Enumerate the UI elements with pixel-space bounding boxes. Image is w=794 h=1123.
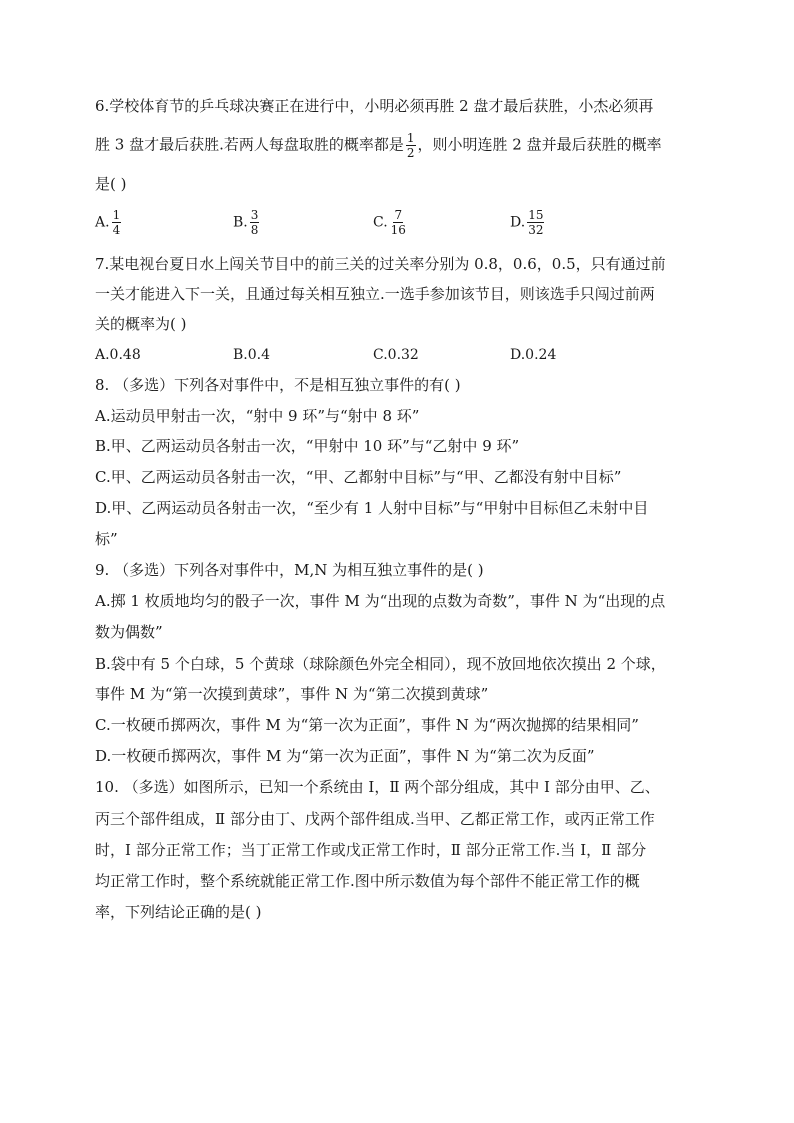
fraction-numerator: 7 xyxy=(394,208,403,222)
fraction-numerator: 15 xyxy=(528,208,544,222)
fraction-denominator: 16 xyxy=(390,223,406,237)
q6-line-3: 是( ) xyxy=(95,175,127,193)
q6-line-2 xyxy=(95,131,662,160)
fraction-denominator: 32 xyxy=(528,223,544,237)
q8-option-d-line-1[interactable]: D.甲、乙两运动员各射击一次，“至少有 1 人射中目标”与“甲射中目标但乙未射中目 xyxy=(95,499,649,517)
q6-line-1: 6.学校体育节的乒乓球决赛正在进行中，小明必须再胜 2 盘才最后获胜，小杰必须再 xyxy=(95,97,654,115)
option-fraction xyxy=(390,208,407,237)
fraction-denominator: 4 xyxy=(112,223,121,237)
q7-option-a[interactable]: A.0.48 xyxy=(95,347,141,363)
q10-line-1: 10. （多选）如图所示，已知一个系统由 Ⅰ，Ⅱ 两个部分组成，其中 Ⅰ 部分由甲、乙、 xyxy=(95,778,660,796)
option-fraction xyxy=(527,208,544,237)
q7-option-d[interactable]: D.0.24 xyxy=(510,347,557,363)
q7-option-b[interactable]: B.0.4 xyxy=(233,347,271,363)
q9-option-a-line-1[interactable]: A.掷 1 枚质地均匀的骰子一次，事件 M 为“出现的点数为奇数”，事件 N 为“出现的点 xyxy=(95,592,666,610)
q9-option-c[interactable]: C.一枚硬币掷两次，事件 M 为“第一次为正面”，事件 N 为“两次抛掷的结果相同” xyxy=(95,716,639,734)
fraction-numerator: 3 xyxy=(250,208,259,222)
q9-option-d[interactable]: D.一枚硬币掷两次，事件 M 为“第一次为正面”，事件 N 为“第二次为反面” xyxy=(95,747,595,765)
q7-line-1: 7.某电视台夏日水上闯关节目中的前三关的过关率分别为 0.8，0.6，0.5，只有通过前 xyxy=(95,255,666,273)
q7-option-c[interactable]: C.0.32 xyxy=(373,347,419,363)
option-label: C. xyxy=(373,214,388,231)
q6-option-b[interactable] xyxy=(233,208,261,237)
q6-option-c[interactable] xyxy=(373,208,409,237)
q9-stem: 9. （多选）下列各对事件中，M,N 为相互独立事件的是( ) xyxy=(95,561,484,579)
q8-option-d-line-2[interactable]: 标” xyxy=(95,530,118,548)
q7-line-3: 关的概率为( ) xyxy=(95,315,187,333)
option-label: B. xyxy=(233,214,248,231)
q8-option-c[interactable]: C.甲、乙两运动员各射击一次，“甲、乙都射中目标”与“甲、乙都没有射中目标” xyxy=(95,468,622,486)
q6-option-d[interactable] xyxy=(510,208,546,237)
q10-line-2: 丙三个部件组成，Ⅱ 部分由丁、戊两个部件组成.当甲、乙都正常工作，或丙正常工作 xyxy=(95,810,655,828)
option-label: A. xyxy=(95,214,110,231)
q7-line-2: 一关才能进入下一关，且通过每关相互独立.一选手参加该节目，则该选手只闯过前两 xyxy=(95,285,655,303)
q10-line-3: 时，Ⅰ 部分正常工作；当丁正常工作或戊正常工作时，Ⅱ 部分正常工作.当 Ⅰ，Ⅱ 部分 xyxy=(95,841,647,859)
option-fraction xyxy=(112,208,122,237)
option-fraction xyxy=(250,208,260,237)
q9-option-a-line-2[interactable]: 数为偶数” xyxy=(95,623,163,641)
fraction-numerator: 1 xyxy=(112,208,121,222)
fraction-denominator: 8 xyxy=(250,223,259,237)
q10-line-5: 率，下列结论正确的是( ) xyxy=(95,903,262,921)
q8-option-b[interactable]: B.甲、乙两运动员各射击一次，“甲射中 10 环”与“乙射中 9 环” xyxy=(95,437,520,455)
option-label: D. xyxy=(510,214,526,231)
q6-option-a[interactable] xyxy=(95,208,123,237)
q10-line-4: 均正常工作时，整个系统就能正常工作.图中所示数值为每个部件不能正常工作的概 xyxy=(95,872,640,890)
q8-stem: 8. （多选）下列各对事件中，不是相互独立事件的有( ) xyxy=(95,376,461,394)
fraction-numerator: 1 xyxy=(406,131,415,145)
q6-line-2-pre: 胜 3 盘才最后获胜.若两人每盘取胜的概率都是 xyxy=(95,135,404,154)
q6-fraction-one-half xyxy=(406,131,416,160)
q8-option-a[interactable]: A.运动员甲射击一次，“射中 9 环”与“射中 8 环” xyxy=(95,407,420,425)
q9-option-b-line-2[interactable]: 事件 M 为“第一次摸到黄球”，事件 N 为“第二次摸到黄球” xyxy=(95,685,489,703)
fraction-denominator: 2 xyxy=(406,146,415,160)
q6-line-2-post: ，则小明连胜 2 盘并最后获胜的概率 xyxy=(417,135,662,154)
q9-option-b-line-1[interactable]: B.袋中有 5 个白球，5 个黄球（球除颜色外完全相同），现不放回地依次摸出 2 个球， xyxy=(95,655,666,673)
